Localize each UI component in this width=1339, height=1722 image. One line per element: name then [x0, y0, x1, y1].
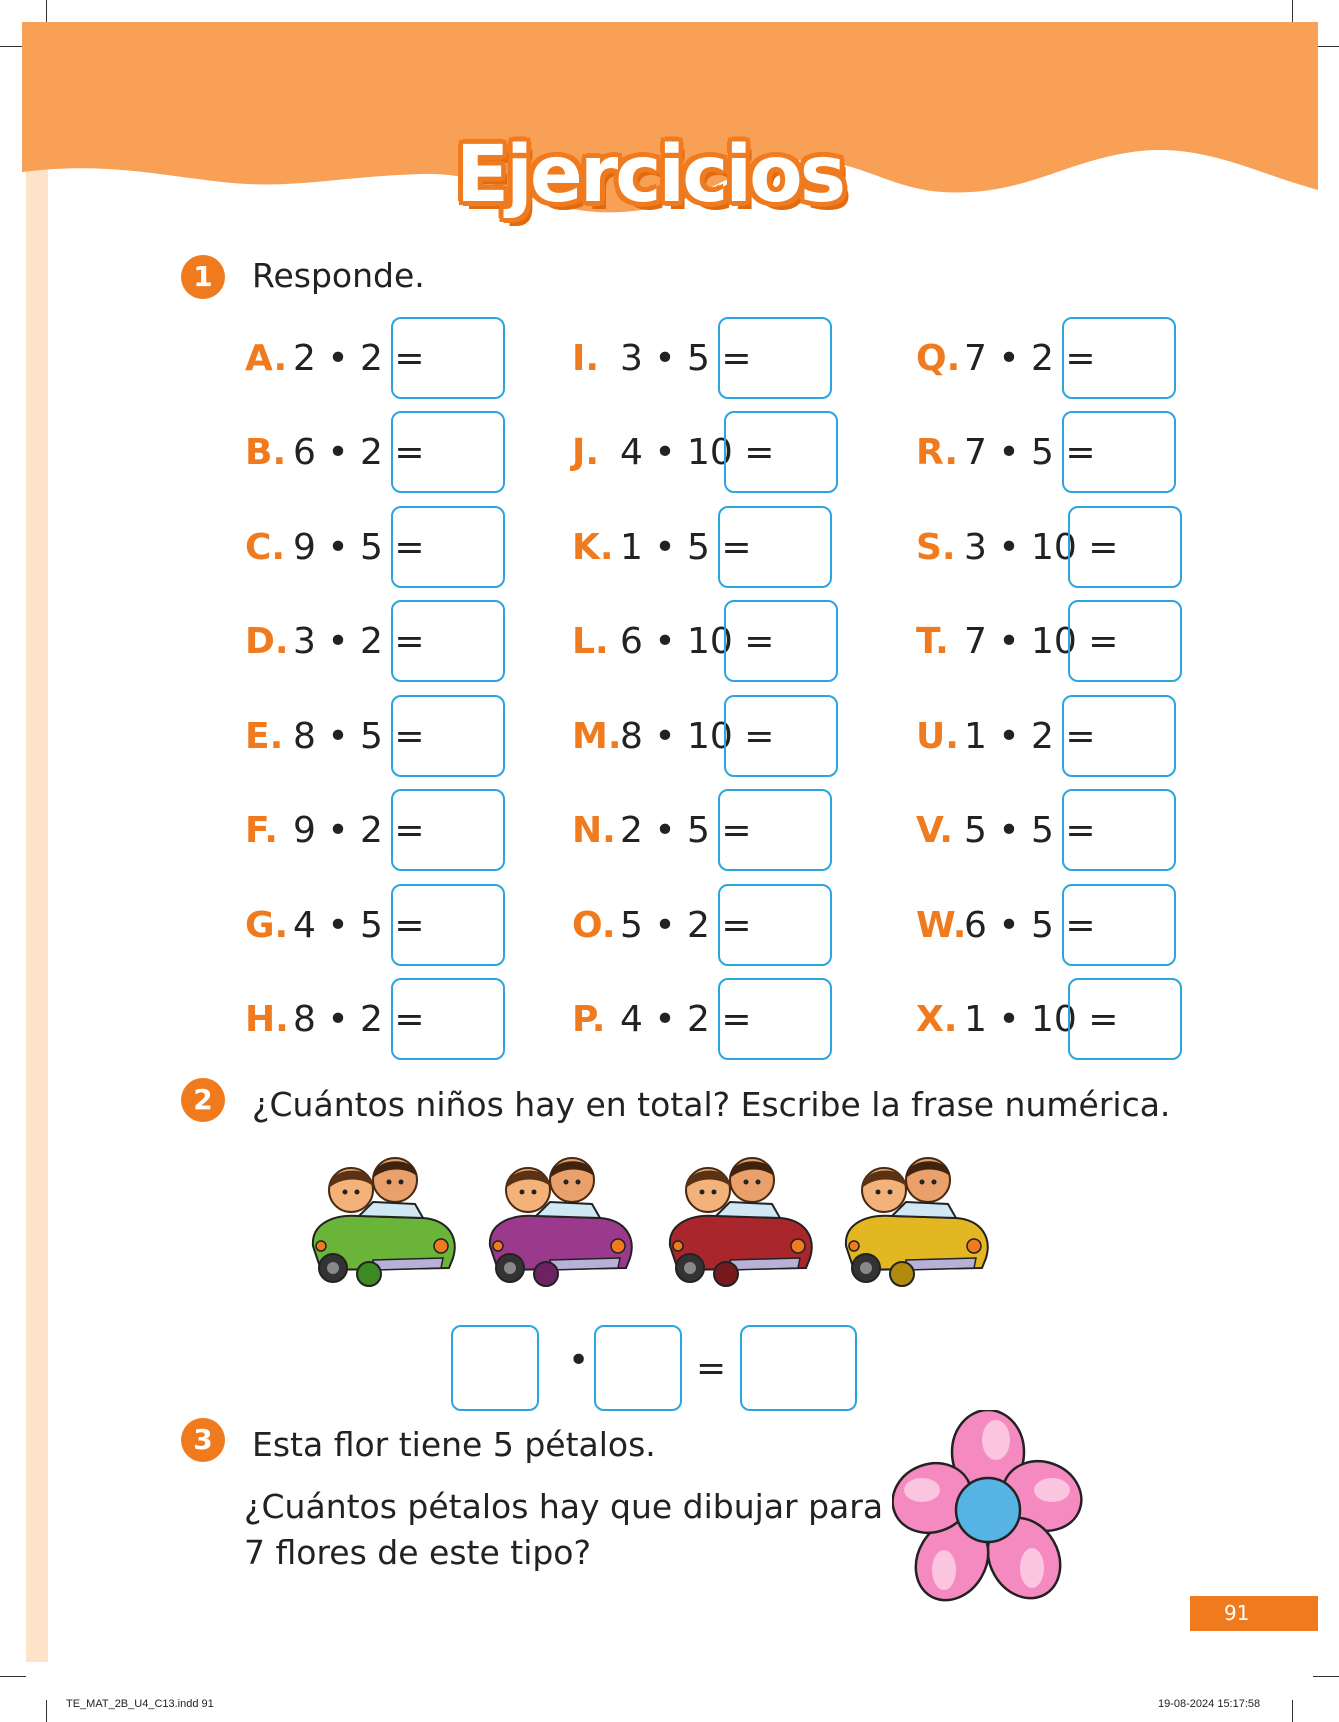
answer-box[interactable]	[391, 411, 505, 493]
exercise-item	[916, 598, 1182, 684]
car-with-children	[480, 1150, 640, 1290]
exercise-expression: 2 • 5 =	[620, 809, 752, 851]
equals-sign: =	[696, 1348, 727, 1389]
answer-box[interactable]	[391, 884, 505, 966]
exercise-letter: Q.	[916, 337, 961, 379]
exercise-letter: W.	[916, 904, 967, 946]
exercise-3-line-3: 7 flores de este tipo?	[244, 1533, 592, 1572]
car-with-children	[836, 1150, 996, 1290]
exercise-expression: 3 • 5 =	[620, 337, 752, 379]
exercise-letter: N.	[572, 809, 616, 851]
exercise-expression: 8 • 10 =	[620, 715, 775, 757]
exercise-item	[245, 598, 505, 684]
exercise-3-line-2: ¿Cuántos pétalos hay que dibujar para	[244, 1487, 884, 1526]
factor-box-2[interactable]	[594, 1325, 682, 1411]
exercise-item	[245, 504, 505, 590]
exercise-3-number: 3	[181, 1418, 225, 1462]
exercise-letter: M.	[572, 715, 622, 757]
answer-box[interactable]	[391, 506, 505, 588]
exercise-expression: 8 • 2 =	[293, 998, 425, 1040]
answer-box[interactable]	[1062, 411, 1176, 493]
answer-box[interactable]	[718, 789, 832, 871]
exercise-letter: K.	[572, 526, 614, 568]
exercise-letter: T.	[916, 620, 949, 662]
exercise-expression: 9 • 2 =	[293, 809, 425, 851]
answer-box[interactable]	[391, 600, 505, 682]
exercise-letter: H.	[245, 998, 289, 1040]
page-title: Ejercicios	[455, 130, 844, 220]
exercise-letter: F.	[245, 809, 278, 851]
exercise-letter: J.	[572, 431, 600, 473]
answer-box[interactable]	[724, 411, 838, 493]
left-margin-strip	[26, 22, 48, 1662]
exercise-item	[916, 315, 1176, 401]
exercise-item	[245, 315, 505, 401]
exercise-letter: U.	[916, 715, 959, 757]
answer-box[interactable]	[724, 695, 838, 777]
exercise-expression: 1 • 2 =	[964, 715, 1096, 757]
answer-box[interactable]	[1062, 789, 1176, 871]
answer-box[interactable]	[724, 600, 838, 682]
exercise-item	[916, 787, 1176, 873]
exercise-letter: C.	[245, 526, 286, 568]
exercise-letter: X.	[916, 998, 958, 1040]
exercise-item	[572, 504, 832, 590]
exercise-expression: 3 • 10 =	[964, 526, 1119, 568]
exercise-letter: S.	[916, 526, 956, 568]
answer-box[interactable]	[1062, 317, 1176, 399]
exercise-item	[245, 693, 505, 779]
exercise-item	[245, 882, 505, 968]
exercise-expression: 4 • 10 =	[620, 431, 775, 473]
answer-box[interactable]	[718, 317, 832, 399]
exercise-letter: B.	[245, 431, 287, 473]
exercise-item	[916, 409, 1176, 495]
exercise-letter: I.	[572, 337, 600, 379]
exercise-item	[572, 315, 832, 401]
footer-file-name: TE_MAT_2B_U4_C13.indd 91	[66, 1698, 214, 1710]
exercise-letter: O.	[572, 904, 616, 946]
page-number: 91	[1190, 1596, 1318, 1631]
exercise-2-instruction: ¿Cuántos niños hay en total? Escribe la frase numérica.	[252, 1085, 1171, 1124]
exercise-item	[572, 409, 838, 495]
answer-box[interactable]	[1068, 978, 1182, 1060]
exercise-3-line-1: Esta flor tiene 5 pétalos.	[252, 1425, 656, 1464]
answer-box[interactable]	[1062, 884, 1176, 966]
answer-box[interactable]	[718, 978, 832, 1060]
exercise-item	[572, 598, 838, 684]
exercise-expression: 4 • 2 =	[620, 998, 752, 1040]
exercise-item	[572, 976, 832, 1062]
answer-box[interactable]	[391, 978, 505, 1060]
product-box[interactable]	[740, 1325, 857, 1411]
footer-timestamp: 19-08-2024 15:17:58	[1158, 1698, 1261, 1710]
answer-box[interactable]	[718, 884, 832, 966]
exercise-letter: E.	[245, 715, 284, 757]
exercise-expression: 6 • 5 =	[964, 904, 1096, 946]
exercise-letter: D.	[245, 620, 289, 662]
answer-box[interactable]	[1062, 695, 1176, 777]
exercise-expression: 9 • 5 =	[293, 526, 425, 568]
exercise-2-number: 2	[181, 1078, 225, 1122]
multiply-dot: •	[568, 1340, 590, 1381]
answer-box[interactable]	[391, 695, 505, 777]
car-with-children	[660, 1150, 820, 1290]
answer-box[interactable]	[1068, 506, 1182, 588]
exercise-expression: 5 • 2 =	[620, 904, 752, 946]
car-with-children	[303, 1150, 463, 1290]
flower-illustration	[892, 1410, 1084, 1606]
exercise-expression: 4 • 5 =	[293, 904, 425, 946]
answer-box[interactable]	[391, 789, 505, 871]
exercise-item	[572, 787, 832, 873]
exercise-item	[916, 693, 1176, 779]
exercise-item	[916, 504, 1182, 590]
exercise-letter: G.	[245, 904, 289, 946]
factor-box-1[interactable]	[451, 1325, 539, 1411]
answer-box[interactable]	[391, 317, 505, 399]
exercise-letter: L.	[572, 620, 609, 662]
exercise-expression: 3 • 2 =	[293, 620, 425, 662]
exercise-expression: 7 • 10 =	[964, 620, 1119, 662]
exercise-item	[245, 409, 505, 495]
exercise-expression: 1 • 5 =	[620, 526, 752, 568]
exercise-expression: 5 • 5 =	[964, 809, 1096, 851]
exercise-expression: 8 • 5 =	[293, 715, 425, 757]
exercise-item	[245, 976, 505, 1062]
exercise-letter: P.	[572, 998, 606, 1040]
exercise-1-instruction: Responde.	[252, 256, 425, 295]
exercise-item	[916, 976, 1182, 1062]
exercise-letter: A.	[245, 337, 288, 379]
exercise-letter: V.	[916, 809, 953, 851]
exercise-expression: 2 • 2 =	[293, 337, 425, 379]
exercise-1-number: 1	[181, 255, 225, 299]
exercise-expression: 1 • 10 =	[964, 998, 1119, 1040]
exercise-expression: 7 • 2 =	[964, 337, 1096, 379]
answer-box[interactable]	[1068, 600, 1182, 682]
exercise-expression: 6 • 2 =	[293, 431, 425, 473]
answer-box[interactable]	[718, 506, 832, 588]
exercise-item	[245, 787, 505, 873]
exercise-item	[572, 882, 832, 968]
exercise-expression: 7 • 5 =	[964, 431, 1096, 473]
exercise-letter: R.	[916, 431, 959, 473]
exercise-item	[916, 882, 1176, 968]
exercise-expression: 6 • 10 =	[620, 620, 775, 662]
exercise-item	[572, 693, 838, 779]
